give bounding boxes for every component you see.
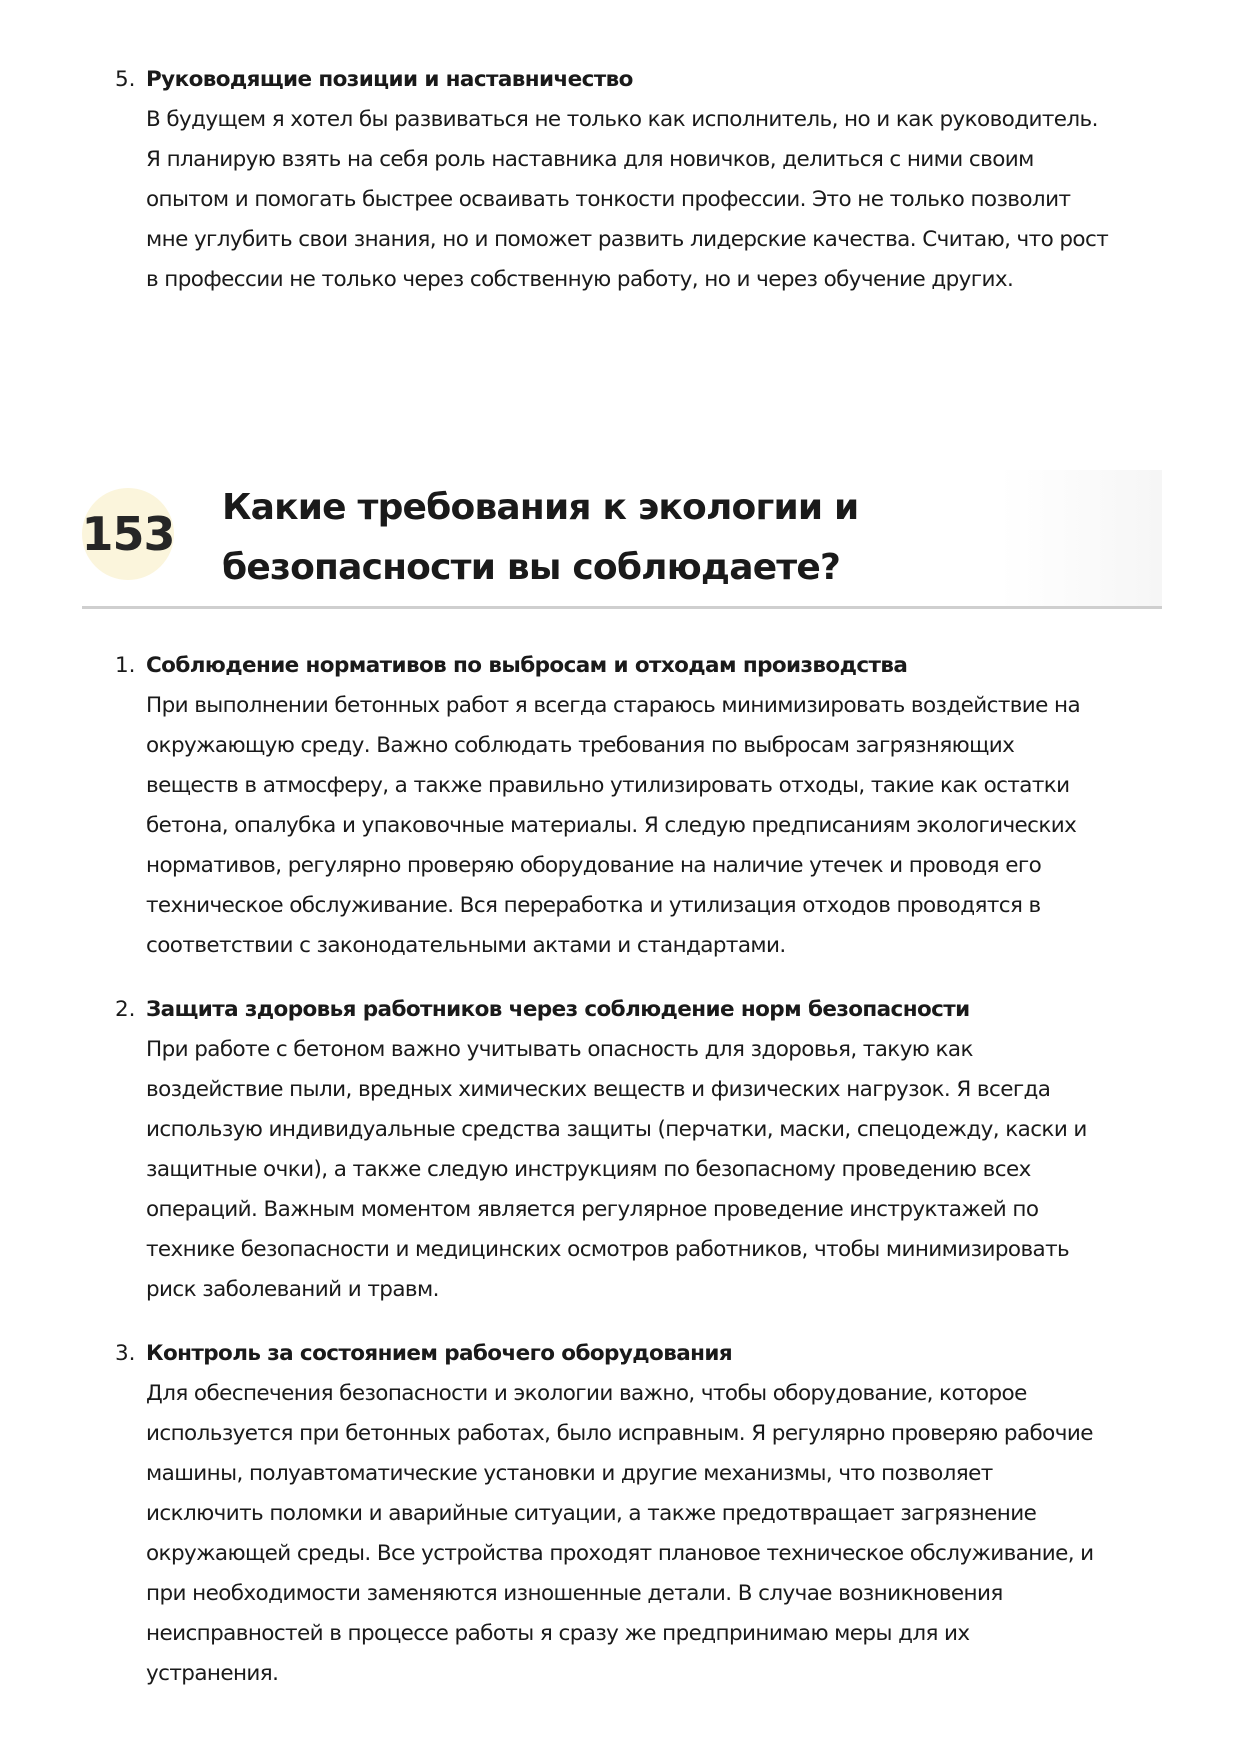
list-item-text: При выполнении бетонных работ я всегда стараюсь минимизировать воздействие на окружающую среду. Важно соблюдать требования по выбросам загрязняющих веществ в атмосферу, а также правильно утилизировать отходы, такие как остатки бетона, опалубка и упаковочные материалы. Я следую предписаниям экологических нормативов, регулярно проверяю оборудование на наличие утечек и проводя его техническое обслуживание. Вся переработка и утилизация отходов проводятся в соответствии с законодательными актами и стандартами. xyxy=(146,693,1081,958)
list-item xyxy=(115,1334,1175,1694)
list-item xyxy=(115,60,1175,300)
list-item-title: Защита здоровья работников через соблюдение норм безопасности xyxy=(146,997,970,1022)
list-item-body xyxy=(146,1334,1176,1694)
list-item-number: 5. xyxy=(115,67,136,92)
list-item-title: Руководящие позиции и наставничество xyxy=(146,67,633,92)
list-item-body xyxy=(146,646,1176,966)
list-item-text: При работе с бетоном важно учитывать опасность для здоровья, такую как воздействие пыли, вредных химических веществ и физических нагрузок. Я всегда использую индивидуальные средства защиты (перчатки, маски, спецодежду, каски и защитные очки), а также следую инструкциям по безопасному проведению всех операций. Важным моментом является регулярное проведение инструктажей по технике безопасности и медицинских осмотров работников, чтобы минимизировать риск заболеваний и травм. xyxy=(146,1037,1087,1302)
list-item-title: Соблюдение нормативов по выбросам и отходам производства xyxy=(146,653,908,678)
list-item-text: Для обеспечения безопасности и экологии важно, чтобы оборудование, которое используется при бетонных работах, было исправным. Я регулярно проверяю рабочие машины, полуавтоматические установки и другие механизмы, что позволяет исключить поломки и аварийные ситуации, а также предотвращает загрязнение окружающей среды. Все устройства проходят плановое техническое обслуживание, и при необходимости заменяются изношенные детали. В случае возникновения неисправностей в процессе работы я сразу же предпринимаю меры для их устранения. xyxy=(146,1381,1094,1686)
list-item-number: 1. xyxy=(115,653,136,678)
question-number-badge: 153 xyxy=(82,488,174,580)
list-item-body xyxy=(146,60,1176,300)
list-item-text: В будущем я хотел бы развиваться не только как исполнитель, но и как руководитель. Я планирую взять на себя роль наставника для новичков, делиться с ними своим опытом и помогать быстрее осваивать тонкости профессии. Это не только позволит мне углубить свои знания, но и поможет развить лидерские качества. Считаю, что рост в профессии не только через собственную работу, но и через обучение других. xyxy=(146,107,1109,292)
question-header xyxy=(82,470,1162,609)
list-item xyxy=(115,990,1175,1310)
list-item-title: Контроль за состоянием рабочего оборудования xyxy=(146,1341,733,1366)
list-item-number: 2. xyxy=(115,997,136,1022)
list-item-body xyxy=(146,990,1176,1310)
list-item xyxy=(115,646,1175,966)
list-item-number: 3. xyxy=(115,1341,136,1366)
question-title: Какие требования к экологии и безопасности вы соблюдаете? xyxy=(222,487,859,588)
